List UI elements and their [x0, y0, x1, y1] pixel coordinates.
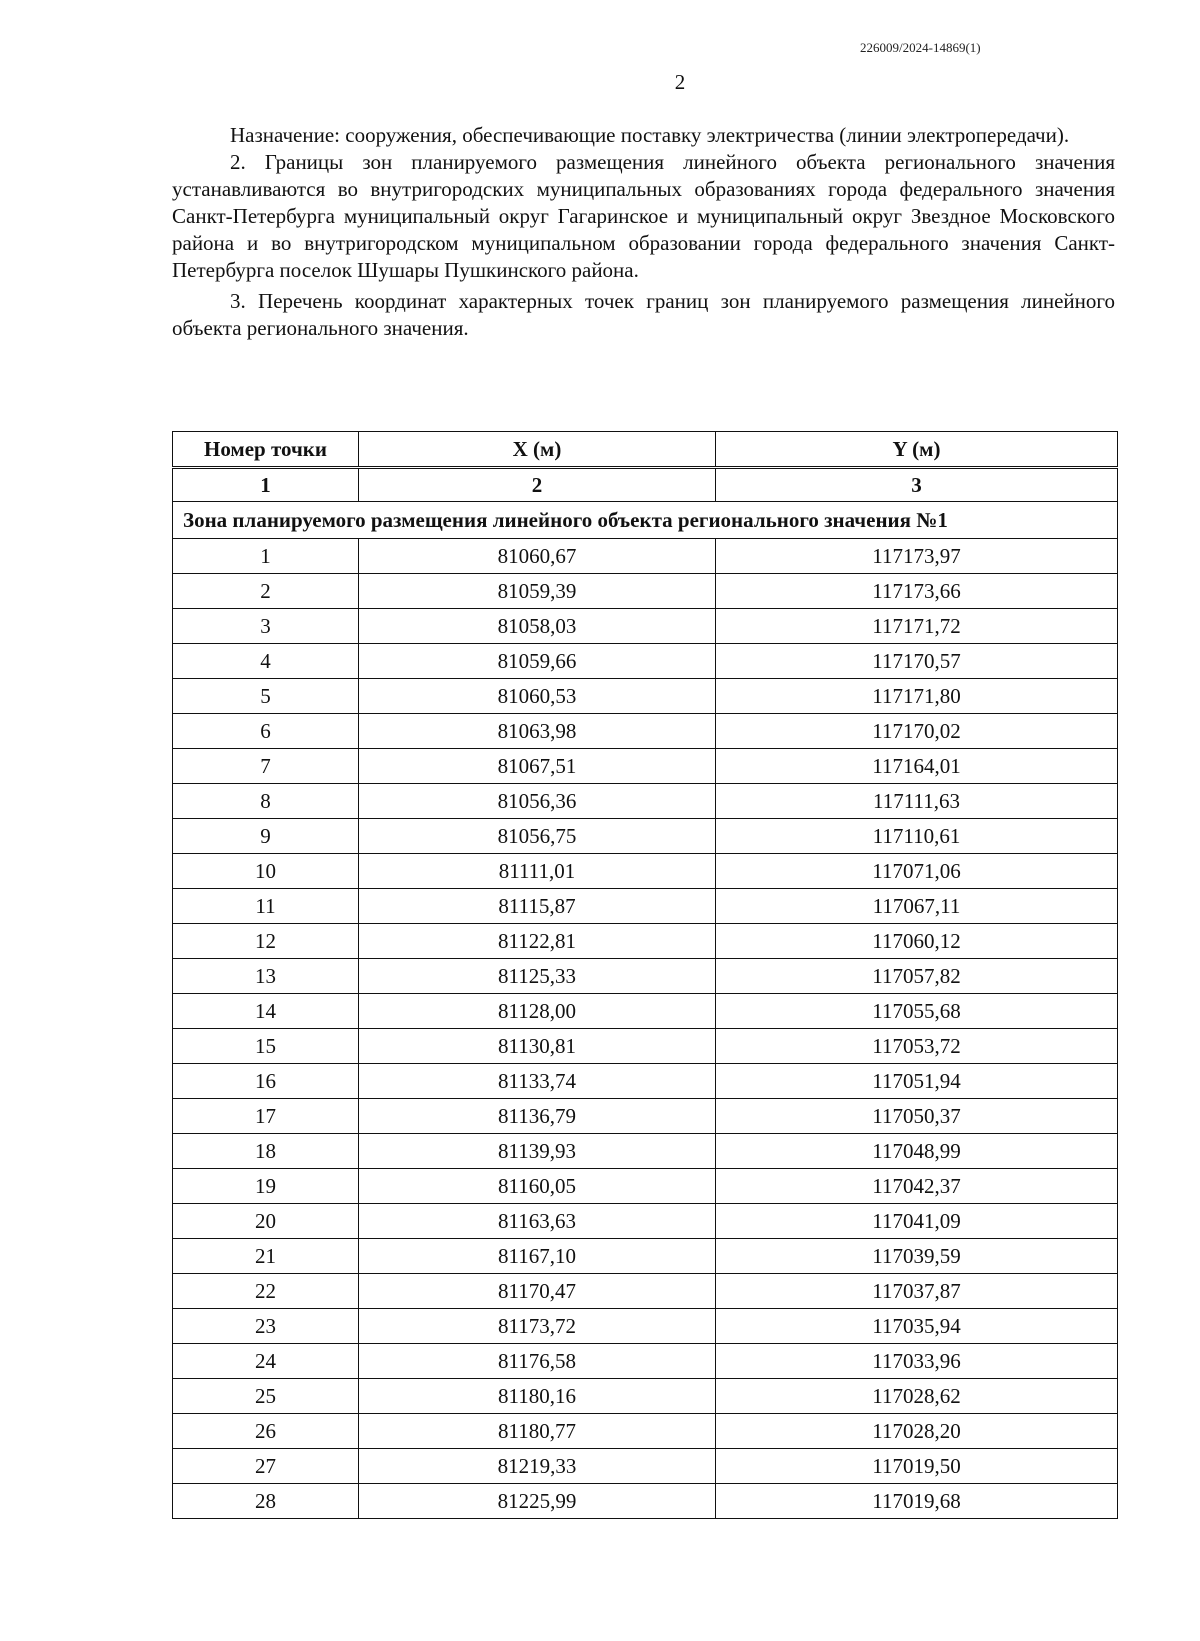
- table-row: [173, 819, 1118, 854]
- y-coordinate-cell: 117051,94: [716, 1064, 1118, 1099]
- table-row: [173, 854, 1118, 889]
- y-coordinate-cell: 117111,63: [716, 784, 1118, 819]
- y-coordinate-cell: 117048,99: [716, 1134, 1118, 1169]
- x-coordinate-cell: 81063,98: [359, 714, 716, 749]
- point-number-cell: 3: [173, 609, 359, 644]
- x-coordinate-cell: 81225,99: [359, 1484, 716, 1519]
- table-header-row: [173, 432, 1118, 468]
- point-number-cell: 1: [173, 539, 359, 574]
- x-coordinate-cell: 81122,81: [359, 924, 716, 959]
- table-row: [173, 1414, 1118, 1449]
- table-row: [173, 1379, 1118, 1414]
- x-coordinate-cell: 81136,79: [359, 1099, 716, 1134]
- y-coordinate-cell: 117035,94: [716, 1309, 1118, 1344]
- point-number-cell: 28: [173, 1484, 359, 1519]
- x-coordinate-cell: 81163,63: [359, 1204, 716, 1239]
- point-number-cell: 15: [173, 1029, 359, 1064]
- column-number: 3: [716, 468, 1118, 502]
- x-coordinate-cell: 81059,39: [359, 574, 716, 609]
- zone-title-row: [173, 502, 1118, 539]
- y-coordinate-cell: 117173,66: [716, 574, 1118, 609]
- table-row: [173, 1169, 1118, 1204]
- y-coordinate-cell: 117041,09: [716, 1204, 1118, 1239]
- table-row: [173, 539, 1118, 574]
- point-number-cell: 14: [173, 994, 359, 1029]
- point-number-cell: 12: [173, 924, 359, 959]
- x-coordinate-cell: 81173,72: [359, 1309, 716, 1344]
- table-row: [173, 1134, 1118, 1169]
- x-coordinate-cell: 81058,03: [359, 609, 716, 644]
- y-coordinate-cell: 117055,68: [716, 994, 1118, 1029]
- point-number-cell: 10: [173, 854, 359, 889]
- table-row: [173, 644, 1118, 679]
- point-number-cell: 21: [173, 1239, 359, 1274]
- y-coordinate-cell: 117039,59: [716, 1239, 1118, 1274]
- point-number-cell: 11: [173, 889, 359, 924]
- zone-title: Зона планируемого размещения линейного объекта регионального значения №1: [173, 502, 1118, 539]
- x-coordinate-cell: 81125,33: [359, 959, 716, 994]
- x-coordinate-cell: 81111,01: [359, 854, 716, 889]
- y-coordinate-cell: 117042,37: [716, 1169, 1118, 1204]
- y-coordinate-cell: 117067,11: [716, 889, 1118, 924]
- table-row: [173, 1239, 1118, 1274]
- x-coordinate-cell: 81176,58: [359, 1344, 716, 1379]
- y-coordinate-cell: 117028,62: [716, 1379, 1118, 1414]
- point-number-cell: 4: [173, 644, 359, 679]
- x-coordinate-cell: 81180,77: [359, 1414, 716, 1449]
- y-coordinate-cell: 117110,61: [716, 819, 1118, 854]
- point-number-cell: 7: [173, 749, 359, 784]
- table-row: [173, 749, 1118, 784]
- table-row: [173, 994, 1118, 1029]
- table-row: [173, 1274, 1118, 1309]
- header-y: Y (м): [716, 432, 1118, 468]
- y-coordinate-cell: 117170,02: [716, 714, 1118, 749]
- table-row: [173, 574, 1118, 609]
- x-coordinate-cell: 81180,16: [359, 1379, 716, 1414]
- x-coordinate-cell: 81056,75: [359, 819, 716, 854]
- coordinates-table-container: [172, 431, 1117, 1519]
- paragraph-purpose: Назначение: сооружения, обеспечивающие поставку электричества (линии электропередачи).: [230, 123, 1070, 147]
- x-coordinate-cell: 81133,74: [359, 1064, 716, 1099]
- x-coordinate-cell: 81060,67: [359, 539, 716, 574]
- y-coordinate-cell: 117171,72: [716, 609, 1118, 644]
- y-coordinate-cell: 117019,50: [716, 1449, 1118, 1484]
- point-number-cell: 27: [173, 1449, 359, 1484]
- point-number-cell: 24: [173, 1344, 359, 1379]
- point-number-cell: 23: [173, 1309, 359, 1344]
- point-number-cell: 26: [173, 1414, 359, 1449]
- y-coordinate-cell: 117170,57: [716, 644, 1118, 679]
- table-row: [173, 1484, 1118, 1519]
- y-coordinate-cell: 117053,72: [716, 1029, 1118, 1064]
- x-coordinate-cell: 81056,36: [359, 784, 716, 819]
- header-x: X (м): [359, 432, 716, 468]
- x-coordinate-cell: 81219,33: [359, 1449, 716, 1484]
- table-row: [173, 1449, 1118, 1484]
- point-number-cell: 2: [173, 574, 359, 609]
- column-number-row: [173, 468, 1118, 502]
- x-coordinate-cell: 81059,66: [359, 644, 716, 679]
- point-number-cell: 13: [173, 959, 359, 994]
- y-coordinate-cell: 117060,12: [716, 924, 1118, 959]
- table-row: [173, 1204, 1118, 1239]
- document-body: [172, 122, 1115, 342]
- y-coordinate-cell: 117057,82: [716, 959, 1118, 994]
- point-number-cell: 16: [173, 1064, 359, 1099]
- table-row: [173, 1099, 1118, 1134]
- point-number-cell: 25: [173, 1379, 359, 1414]
- table-row: [173, 1029, 1118, 1064]
- y-coordinate-cell: 117019,68: [716, 1484, 1118, 1519]
- x-coordinate-cell: 81128,00: [359, 994, 716, 1029]
- x-coordinate-cell: 81160,05: [359, 1169, 716, 1204]
- table-row: [173, 679, 1118, 714]
- table-row: [173, 714, 1118, 749]
- x-coordinate-cell: 81067,51: [359, 749, 716, 784]
- point-number-cell: 6: [173, 714, 359, 749]
- x-coordinate-cell: 81167,10: [359, 1239, 716, 1274]
- column-number: 1: [173, 468, 359, 502]
- point-number-cell: 20: [173, 1204, 359, 1239]
- y-coordinate-cell: 117050,37: [716, 1099, 1118, 1134]
- point-number-cell: 5: [173, 679, 359, 714]
- table-row: [173, 1064, 1118, 1099]
- y-coordinate-cell: 117071,06: [716, 854, 1118, 889]
- y-coordinate-cell: 117164,01: [716, 749, 1118, 784]
- x-coordinate-cell: 81139,93: [359, 1134, 716, 1169]
- table-row: [173, 609, 1118, 644]
- table-row: [173, 959, 1118, 994]
- document-registration-number: 226009/2024-14869(1): [860, 40, 981, 55]
- x-coordinate-cell: 81170,47: [359, 1274, 716, 1309]
- table-row: [173, 889, 1118, 924]
- point-number-cell: 18: [173, 1134, 359, 1169]
- x-coordinate-cell: 81115,87: [359, 889, 716, 924]
- y-coordinate-cell: 117028,20: [716, 1414, 1118, 1449]
- page-number: 2: [674, 70, 686, 94]
- table-row: [173, 784, 1118, 819]
- point-number-cell: 9: [173, 819, 359, 854]
- y-coordinate-cell: 117037,87: [716, 1274, 1118, 1309]
- y-coordinate-cell: 117171,80: [716, 679, 1118, 714]
- table-row: [173, 1309, 1118, 1344]
- table-row: [173, 1344, 1118, 1379]
- header-point-number: Номер точки: [173, 432, 359, 468]
- point-number-cell: 17: [173, 1099, 359, 1134]
- y-coordinate-cell: 117033,96: [716, 1344, 1118, 1379]
- paragraph-zone-boundaries: 2. Границы зон планируемого размещения линейного объекта регионального значения устанавливаются во внутригородских муниципальных образованиях города федерального значения Санкт-Петербурга муниципальный округ Гагаринское и муниципальный округ Звездное Московского района и во внутригородском муниципальном образовании города федерального значения Санкт-Петербурга поселок Шушары Пушкинского района.: [172, 150, 1115, 282]
- point-number-cell: 22: [173, 1274, 359, 1309]
- paragraph-coordinates-list: 3. Перечень координат характерных точек границ зон планируемого размещения линейного объекта регионального значения.: [172, 289, 1115, 340]
- coordinates-table: [172, 431, 1118, 1519]
- point-number-cell: 19: [173, 1169, 359, 1204]
- x-coordinate-cell: 81060,53: [359, 679, 716, 714]
- point-number-cell: 8: [173, 784, 359, 819]
- table-row: [173, 924, 1118, 959]
- x-coordinate-cell: 81130,81: [359, 1029, 716, 1064]
- column-number: 2: [359, 468, 716, 502]
- y-coordinate-cell: 117173,97: [716, 539, 1118, 574]
